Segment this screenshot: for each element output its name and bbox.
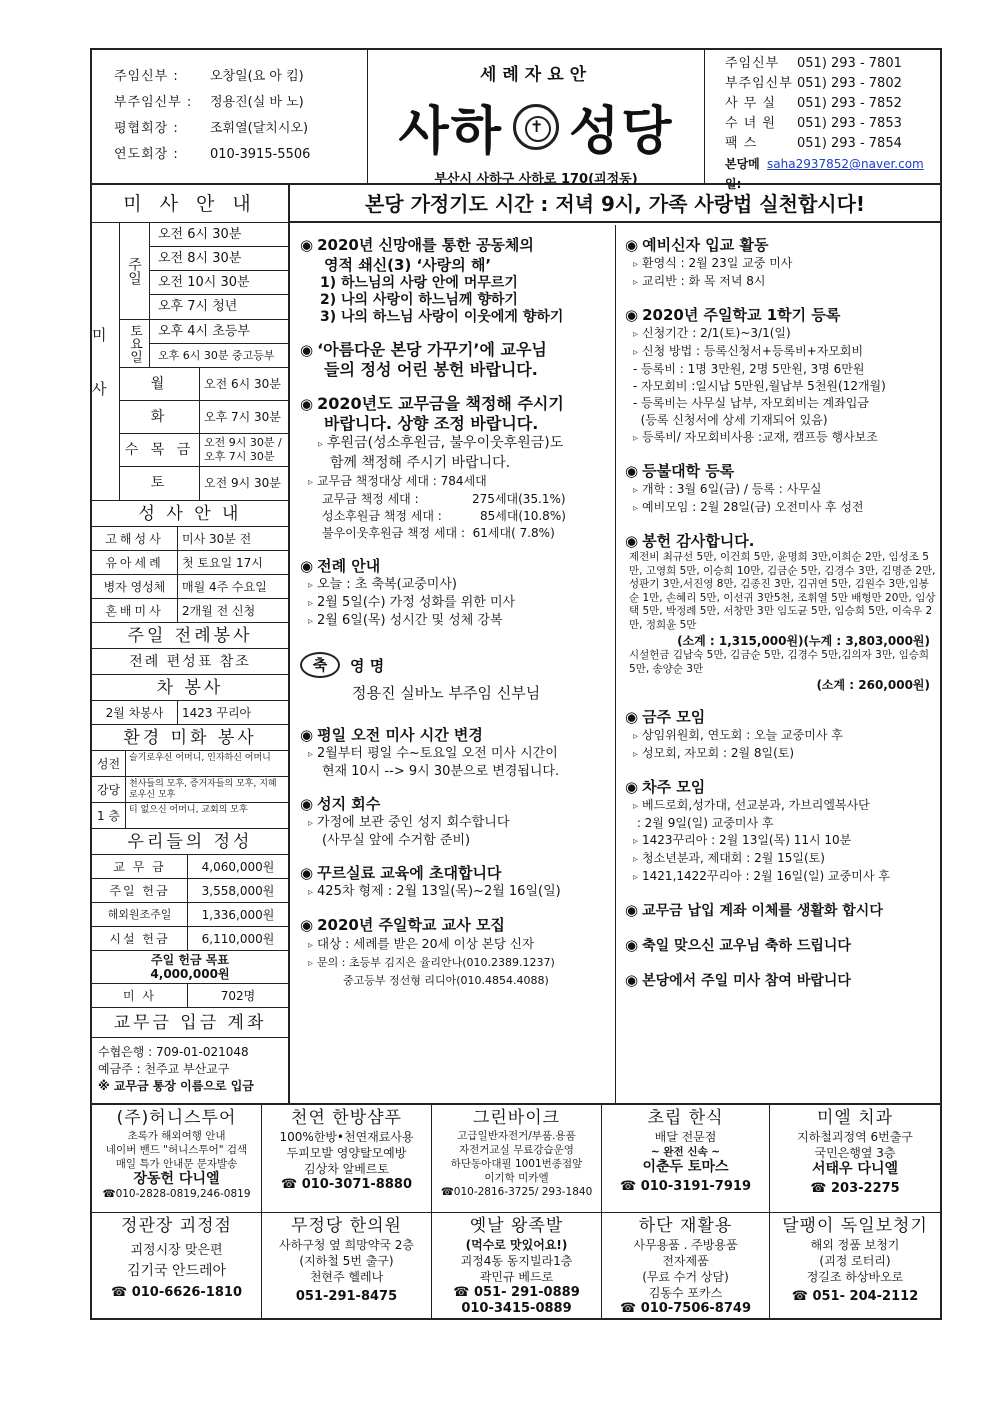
parish-title bbox=[368, 50, 704, 187]
bullet-icon: ◉ bbox=[625, 236, 639, 254]
mass-attendance: 미 사 702명 bbox=[92, 984, 288, 1008]
env-title: 환경 미화 봉사 bbox=[92, 725, 288, 751]
arrow-icon: ▹ bbox=[308, 477, 314, 488]
feast-badge-icon: 축 bbox=[300, 652, 340, 678]
notice-item: ◉ 전례 안내 ▹ 오늘 : 초 축복(교중미사) ▹ 2월 5일(수) 가정 성화를 위한 미사 ▹ 2월 6일(목) 성시간 및 성체 강복 bbox=[300, 557, 516, 628]
prayer-banner: 본당 가정기도 시간 : 저녁 9시, 가족 사랑법 실천합시다! bbox=[290, 185, 940, 223]
arrow-icon: ▹ bbox=[318, 439, 324, 450]
bullet-icon: ◉ bbox=[625, 778, 639, 796]
phone-row: 부주임신부 051) 293 - 7802 bbox=[725, 76, 902, 91]
staff-list bbox=[92, 50, 368, 183]
staff-row: 연도회장 : 010-3915-5506 bbox=[114, 147, 311, 162]
phone-list bbox=[704, 50, 940, 191]
mass-time: 오전 8시 30분 bbox=[150, 247, 288, 271]
bullet-icon: ◉ bbox=[625, 708, 639, 726]
bullet-icon: ◉ bbox=[300, 864, 314, 882]
bullet-icon: ◉ bbox=[300, 726, 314, 744]
notice-item: ◉ 등불대학 등록 ▹ 개학 : 3월 6일(금) / 등록 : 사무실 ▹ 예비모임 : 2월 28일(금) 오전미사 후 성전 bbox=[625, 462, 864, 514]
notice-item: ◉ 성지 회수 ▹ 가정에 보관 중인 성지 회수합니다 (사무실 앞에 수거함 준비) bbox=[300, 795, 510, 848]
sacrament-row: 병자 영성체 매월 4주 수요일 bbox=[92, 575, 288, 599]
arrow-icon: ▹ bbox=[308, 958, 314, 969]
thanks-list: 제전비 최규선 5만, 이건희 5만, 윤명희 3만,이희순 2만, 임성조 5만, 고영희 5만, 이승희 10만, 김금순 5만, 김경수 3만, 김명준 2만, 성판기 3만,서진영 8만, 김종진 3만, 김귀연 5만, 김원수 3만,임봉순 1만, 손혜리 5만, 이선귀 3만5천, 조휘열 5만 배형만 20만, 임상택 5만, 박정례 5만, 서창만 3만 임도균 5만, 임승희 5만, 이숙우 2만, 정희윤 5만 bbox=[629, 551, 936, 631]
notice-item: ◉ 2020년 주일학교 1학기 등록 ▹ 신청기간 : 2/1(토)~3/1(일) ▹ 신청 방법 : 등록신청서+등록비+자모회비 - 등록비 : 1명 3만원, 2명 5만원, 3명 6만원 - 자모회비 :일시납 5만원,월납부 5천원(12개월) - 등록비는 사무실 납부, 자모회비는 계좌입금 (등록 신청서에 상세 기재되어 있음) ▹ 등록비/ 자모회비사용 :교재, 캠프등 행사보조 bbox=[625, 306, 886, 444]
env-row: 강당 천사들의 모후, 증거자들의 모후, 지혜로우신 모후 bbox=[92, 777, 288, 803]
phone-row: 팩 스 051) 293 - 7854 bbox=[725, 136, 902, 151]
notice-item: ◉ 축일 맞으신 교우님 축하 드립니다 bbox=[625, 936, 851, 954]
arrow-icon: ▹ bbox=[633, 259, 639, 270]
bulletin-page bbox=[90, 48, 942, 1320]
mass-time: 오후 4시 초등부 bbox=[150, 320, 288, 344]
ad-card: 옛날 왕족발 (먹수로 맛있어요!) 괴정4동 동지빌라1층 곽민규 베드로 ☎ 051- 291-0889 010-3415-0889 bbox=[432, 1213, 602, 1319]
notice-item: ◉ 교무금 납입 계좌 이체를 생활화 합시다 bbox=[625, 901, 883, 919]
mass-time: 오후 7시 청년 bbox=[158, 299, 238, 314]
weekday-mass: 월 오전 6시 30분 bbox=[120, 368, 288, 401]
arrow-icon: ▹ bbox=[308, 887, 314, 898]
arrow-icon: ▹ bbox=[633, 731, 639, 742]
name-left: 사하 bbox=[398, 102, 503, 162]
feast-notice: 축 영 명 정용진 실바노 부주임 신부님 bbox=[300, 652, 609, 703]
email-row: 본당메일: saha2937852@naver.com bbox=[725, 154, 940, 174]
mass-time: 오후 6시 30분 중고등부 bbox=[158, 349, 275, 362]
arrow-icon: ▹ bbox=[633, 872, 639, 883]
bullet-icon: ◉ bbox=[625, 306, 639, 324]
bullet-icon: ◉ bbox=[300, 395, 314, 413]
bullet-icon: ◉ bbox=[625, 462, 639, 480]
bullet-icon: ◉ bbox=[300, 557, 314, 575]
arrow-icon: ▹ bbox=[633, 347, 639, 358]
ads-section bbox=[92, 1103, 940, 1318]
staff-row: 평협회장 : 조휘열(달치시오) bbox=[114, 121, 309, 136]
notice-item: ◉ ‘아름다운 본당 가꾸기’에 교우님 들의 정성 어린 봉헌 바랍니다. bbox=[300, 340, 547, 379]
ad-card: (주)허니스투어 초록가 해외여행 안내 네이버 밴드 "허니스투어" 검색 매일 특가 안내문 문자발송 장동헌 다니엘 ☎010-2828-0819,246-0819 bbox=[92, 1105, 262, 1212]
arrow-icon: ▹ bbox=[633, 854, 639, 865]
notice-item: ◉ 꾸르실료 교육에 초대합니다 ▹ 425차 형제 : 2월 13일(목)~2월 16일(일) bbox=[300, 864, 561, 899]
bullet-icon: ◉ bbox=[625, 971, 639, 989]
arrow-icon: ▹ bbox=[633, 329, 639, 340]
ad-card: 그린바이크 고급일반자전거/부품.용품 자전거교실 무료강습운영 하단동아대필 1001번종점앞 이기학 미카엘 ☎010-2816-3725/ 293-1840 bbox=[432, 1105, 602, 1212]
email-link[interactable]: saha2937852@naver.com bbox=[767, 157, 924, 171]
ad-card: 무정당 한의원 사하구청 옆 희망약국 2층 (지하철 5번 출구) 천현주 헬레나 051-291-8475 bbox=[262, 1213, 432, 1319]
arrow-icon: ▹ bbox=[633, 277, 639, 288]
bullet-icon: ◉ bbox=[625, 532, 639, 550]
notice-item: ◉ 예비신자 입교 활동 ▹ 환영식 : 2월 23일 교중 미사 ▹ 교리반 : 화 목 저녁 8시 bbox=[625, 236, 793, 288]
sacrament-row: 유아세례 첫 토요일 17시 bbox=[92, 551, 288, 575]
mass-time: 오전 6시 30분 bbox=[150, 223, 288, 247]
arrow-icon: ▹ bbox=[633, 749, 639, 760]
notice-item: ◉ 평일 오전 미사 시간 변경 ▹ 2월부터 평일 수~토요일 오전 미사 시간이 현재 10시 --> 9시 30분으로 변경됩니다. bbox=[300, 726, 560, 779]
ad-card: 초립 한식 배달 전문점 ~ 완전 신속 ~ 이춘두 토마스 ☎ 010-3191-7919 bbox=[602, 1105, 770, 1212]
bullet-icon: ◉ bbox=[300, 916, 314, 934]
sunday-label: 주일 bbox=[120, 223, 150, 319]
phone-row: 주임신부 051) 293 - 7801 bbox=[725, 56, 902, 71]
arrow-icon: ▹ bbox=[633, 836, 639, 847]
left-sidebar bbox=[92, 185, 290, 1103]
mass-schedule bbox=[92, 223, 288, 501]
notice-item: ◉ 차주 모임 ▹ 베드로회,성가대, 선교분과, 가브리엘복사단 : 2월 9일(일) 교중미사 후 ▹ 1423꾸리아 : 2월 13일(목) 11시 10분 ▹ 청소년분과, 제대회 : 2월 15일(토) ▹ 1421,1422꾸리아 : 2월 16일(일) 교중미사 후 bbox=[625, 778, 890, 883]
middle-column bbox=[292, 225, 616, 1103]
address: 부산시 사하구 사하로 170(괴정동) bbox=[434, 172, 638, 187]
weekday-mass: 토 오전 9시 30분 bbox=[120, 467, 288, 500]
env-row: 성전 슬기로우신 어머니, 인자하신 어머니 bbox=[92, 751, 288, 777]
thanks-notice: ◉ 봉헌 감사합니다. 제전비 최규선 5만, 이건희 5만, 윤명희 3만,이희순 2만, 임성조 5만, 고영희 5만, 이승희 10만, 김금순 5만, 김경수 3만, 김명준 2만, 성판기 3만,서진영 8만, 김종진 3만, 김귀연 5만, 김원수 3만,임봉순 1만, 손혜리 5만, 이선귀 3만5천, 조휘열 5만 배형만 20만, 임상택 5만, 박정례 5만, 서창만 3만 임도균 5만, 임승희 5만, 이숙우 2만, 정희윤 5만 (소계 : 1,315,000원)(누계 : 3,803,000원) 시설헌금 김남숙 5만, 김금순 5만, 김경수 5만,김의자 3만, 임승희 5만, 송양순 3만 (소계 : 260,000원) bbox=[625, 532, 936, 692]
car-service-row: 2월 차봉사 1423 꾸리아 bbox=[92, 701, 288, 725]
arrow-icon: ▹ bbox=[633, 433, 639, 444]
church-logo-icon bbox=[513, 104, 559, 150]
bullet-icon: ◉ bbox=[300, 236, 314, 254]
name-right: 성당 bbox=[569, 102, 674, 162]
bullet-icon: ◉ bbox=[300, 795, 314, 813]
ad-card: 달팽이 독일보청기 해외 정품 보청기 (괴정 로터리) 정길조 하상바오로 ☎ 051- 204-2112 bbox=[782, 1216, 928, 1304]
saturday-label: 토요일 bbox=[120, 320, 150, 367]
phone-row: 수 녀 원 051) 293 - 7853 bbox=[725, 116, 902, 131]
mass-time: 오전 10시 30분 bbox=[150, 271, 288, 295]
notice-item: ◉ 금주 모임 ▹ 상임위원회, 연도회 : 오늘 교중미사 후 ▹ 성모회, 자모회 : 2월 8일(토) bbox=[625, 708, 843, 760]
arrow-icon: ▹ bbox=[308, 598, 314, 609]
env-row: 1 층 티 없으신 어머니, 교회의 모후 bbox=[92, 803, 288, 829]
account-info: 수협은행 : 709-01-021048 예금주 : 천주교 부산교구 ※ 교무금 통장 이름으로 입금 bbox=[98, 1045, 254, 1093]
offering-row: 해외원조주일 1,336,000원 bbox=[92, 903, 288, 927]
account-title: 교무금 입금 계좌 bbox=[92, 1008, 288, 1038]
sacrament-row: 고해성사 미사 30분 전 bbox=[92, 527, 288, 551]
ad-card: 천연 한방샴푸 100%한방•천연재료사용 두피모발 영양탈모예방 김상차 알베르토 ☎ 010-3071-8880 bbox=[262, 1105, 432, 1212]
liturgy-value: 전례 편성표 참조 bbox=[92, 649, 288, 675]
bullet-icon: ◉ bbox=[300, 341, 314, 359]
arrow-icon: ▹ bbox=[308, 580, 314, 591]
arrow-icon: ▹ bbox=[633, 503, 639, 514]
notice-item: ◉ 2020년 신망애를 통한 공동체의 영적 쇄신(3) ‘사랑의 해’ 1) 하느님의 사랑 안에 머무르기 2) 나의 사랑이 하느님께 향하기 3) 나의 하느님 사랑이 이웃에게 향하기 bbox=[300, 236, 564, 325]
offering-title: 우리들의 정성 bbox=[92, 829, 288, 855]
staff-row: 주임신부 : 오창일(요 아 킴) bbox=[114, 69, 304, 84]
ad-card: 미엘 치과 지하철괴정역 6번출구 국민은행옆 3층 서태우 다니엘 ☎ 203-2275 bbox=[797, 1108, 913, 1196]
arrow-icon: ▹ bbox=[308, 940, 314, 951]
mass-title: 미 사 안 내 bbox=[92, 185, 288, 223]
ad-card: 하단 재활용 사무용품 . 주방용품 전자제품 (무료 수거 상담) 김동수 포카스 ☎ 010-7506-8749 bbox=[602, 1213, 770, 1319]
car-service-title: 차 봉사 bbox=[92, 675, 288, 701]
arrow-icon: ▹ bbox=[308, 616, 314, 627]
offering-row: 시설 헌금 6,110,000원 bbox=[92, 927, 288, 951]
patron-title: 세례자요안 bbox=[479, 65, 593, 85]
arrow-icon: ▹ bbox=[633, 801, 639, 812]
weekday-mass: 수 목 금 오전 9시 30분 / 오후 7시 30분 bbox=[120, 434, 288, 467]
right-column bbox=[617, 225, 940, 1103]
bullet-icon: ◉ bbox=[625, 936, 639, 954]
bullet-icon: ◉ bbox=[625, 901, 639, 919]
offering-goal: 주일 헌금 목표 4,000,000원 bbox=[92, 951, 288, 984]
sacrament-row: 혼배미사 2개월 전 신청 bbox=[92, 599, 288, 623]
arrow-icon: ▹ bbox=[308, 818, 314, 829]
liturgy-title: 주일 전례봉사 bbox=[92, 623, 288, 649]
sacrament-title: 성 사 안 내 bbox=[92, 501, 288, 527]
ad-card: 정관장 괴정점 괴정시장 맞은편 김기국 안드레아 ☎ 010-6626-1810 bbox=[92, 1213, 262, 1319]
arrow-icon: ▹ bbox=[633, 485, 639, 496]
notice-item: ◉ 2020년도 교무금을 책정해 주시기 바랍니다. 상향 조정 바랍니다. ▹ 후원금(성소후원금, 불우이웃후원금)도 함께 책정해 주시기 바랍니다. ▹ 교무금 책정대상 세대 : 784세대 교무금 책정 세대 : 275세대(35.1%) 성소후원금 책정 세대 : 85세대(10.8%) 불우이웃후원금 책정 세대 : 61세대( 7.8%) bbox=[300, 394, 566, 540]
arrow-icon: ▹ bbox=[308, 749, 314, 760]
phone-row: 사 무 실 051) 293 - 7852 bbox=[725, 96, 902, 111]
mass-label: 미사 bbox=[92, 223, 120, 500]
weekday-mass: 화 오후 7시 30분 bbox=[120, 401, 288, 434]
notice-item: ◉ 본당에서 주일 미사 참여 바랍니다 bbox=[625, 971, 851, 989]
notice-item: ◉ 2020년 주일학교 교사 모집 ▹ 대상 : 세례를 받은 20세 이상 본당 신자 ▹ 문의 : 초등부 김지은 율리안나(010.2389.1237) 중고등부 정선형 리디아(010.4854.4088) bbox=[300, 916, 555, 987]
header bbox=[92, 50, 940, 191]
staff-row: 부주임신부 : 정용진(실 바 노) bbox=[114, 95, 304, 110]
offering-row: 주일 헌금 3,558,000원 bbox=[92, 879, 288, 903]
offering-row: 교 무 금 4,060,000원 bbox=[92, 855, 288, 879]
